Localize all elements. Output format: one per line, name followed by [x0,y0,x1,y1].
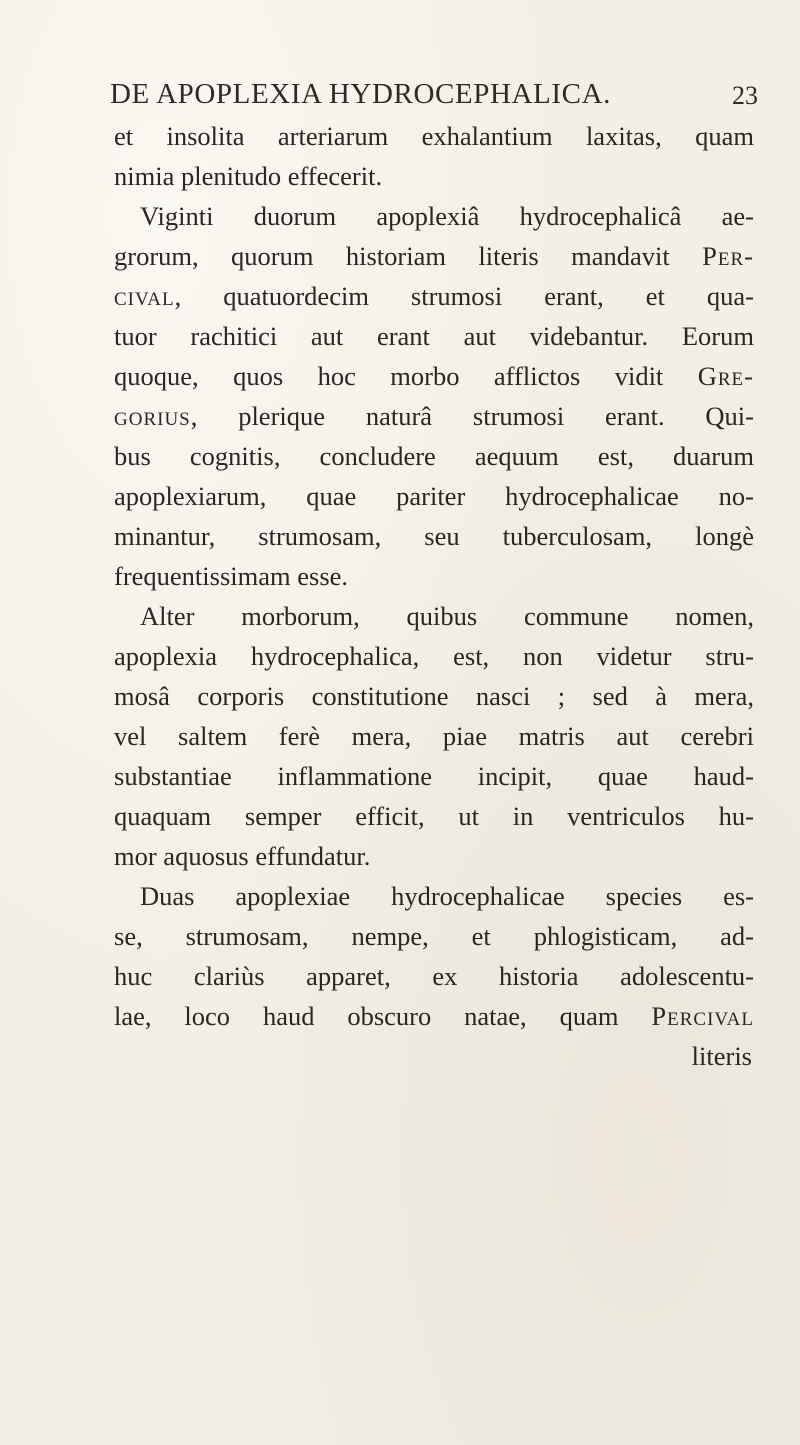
text-line: se, strumosam, nempe, et phlogisticam, ad- [114,921,754,951]
running-head [110,78,758,118]
paragraph-first-line: Viginti duorum apoplexiâ hydrocephalicâ ae- [140,201,754,231]
text-line: minantur, strumosam, seu tuberculosam, longè [114,521,754,551]
text-line: mosâ corporis constitutione nasci ; sed à mera, [114,681,754,711]
text-line: grorum, quorum historiam literis mandavit Per- [114,241,754,271]
text-line: tuor rachitici aut erant aut videbantur. Eorum [114,321,754,351]
text-line: et insolita arteriarum exhalantium laxitas, quam [114,121,754,151]
author-name-smallcaps: Per- [702,241,754,271]
author-name-smallcaps: Gre- [697,361,754,391]
text-line: bus cognitis, concludere aequum est, duarum [114,441,754,471]
author-name-smallcaps: cival [114,281,175,311]
text-line: lae, loco haud obscuro natae, quam Percival [114,1001,754,1031]
text-line: vel saltem ferè mera, piae matris aut cerebri [114,721,754,751]
text-line: quaquam semper efficit, ut in ventriculos hu- [114,801,754,831]
text-line: nimia plenitudo effecerit. [114,161,383,191]
text-line: apoplexia hydrocephalica, est, non videtur stru- [114,641,754,671]
author-name-smallcaps: gorius [114,401,191,431]
page-number: 23 [732,81,758,110]
catchword: literis [691,1041,752,1071]
text-line: apoplexiarum, quae pariter hydrocephalicae no- [114,481,754,511]
text-line: cival, quatuordecim strumosi erant, et qua- [114,281,754,311]
author-name-smallcaps: Percival [651,1001,754,1031]
text-line: gorius, plerique naturâ strumosi erant. Qui- [114,401,754,431]
paragraph-first-line: Duas apoplexiae hydrocephalicae species es- [140,881,754,911]
running-title: DE APOPLEXIA HYDROCEPHALICA. [110,78,611,110]
text-line: substantiae inflammatione incipit, quae haud- [114,761,754,791]
text-line: mor aquosus effundatur. [114,841,371,871]
text-line: quoque, quos hoc morbo afflictos vidit Gre- [114,361,754,391]
text-line: huc clariùs apparet, ex historia adolescentu- [114,961,754,991]
text-line: frequentissimam esse. [114,561,349,591]
paragraph-first-line: Alter morborum, quibus commune nomen, [140,601,754,631]
